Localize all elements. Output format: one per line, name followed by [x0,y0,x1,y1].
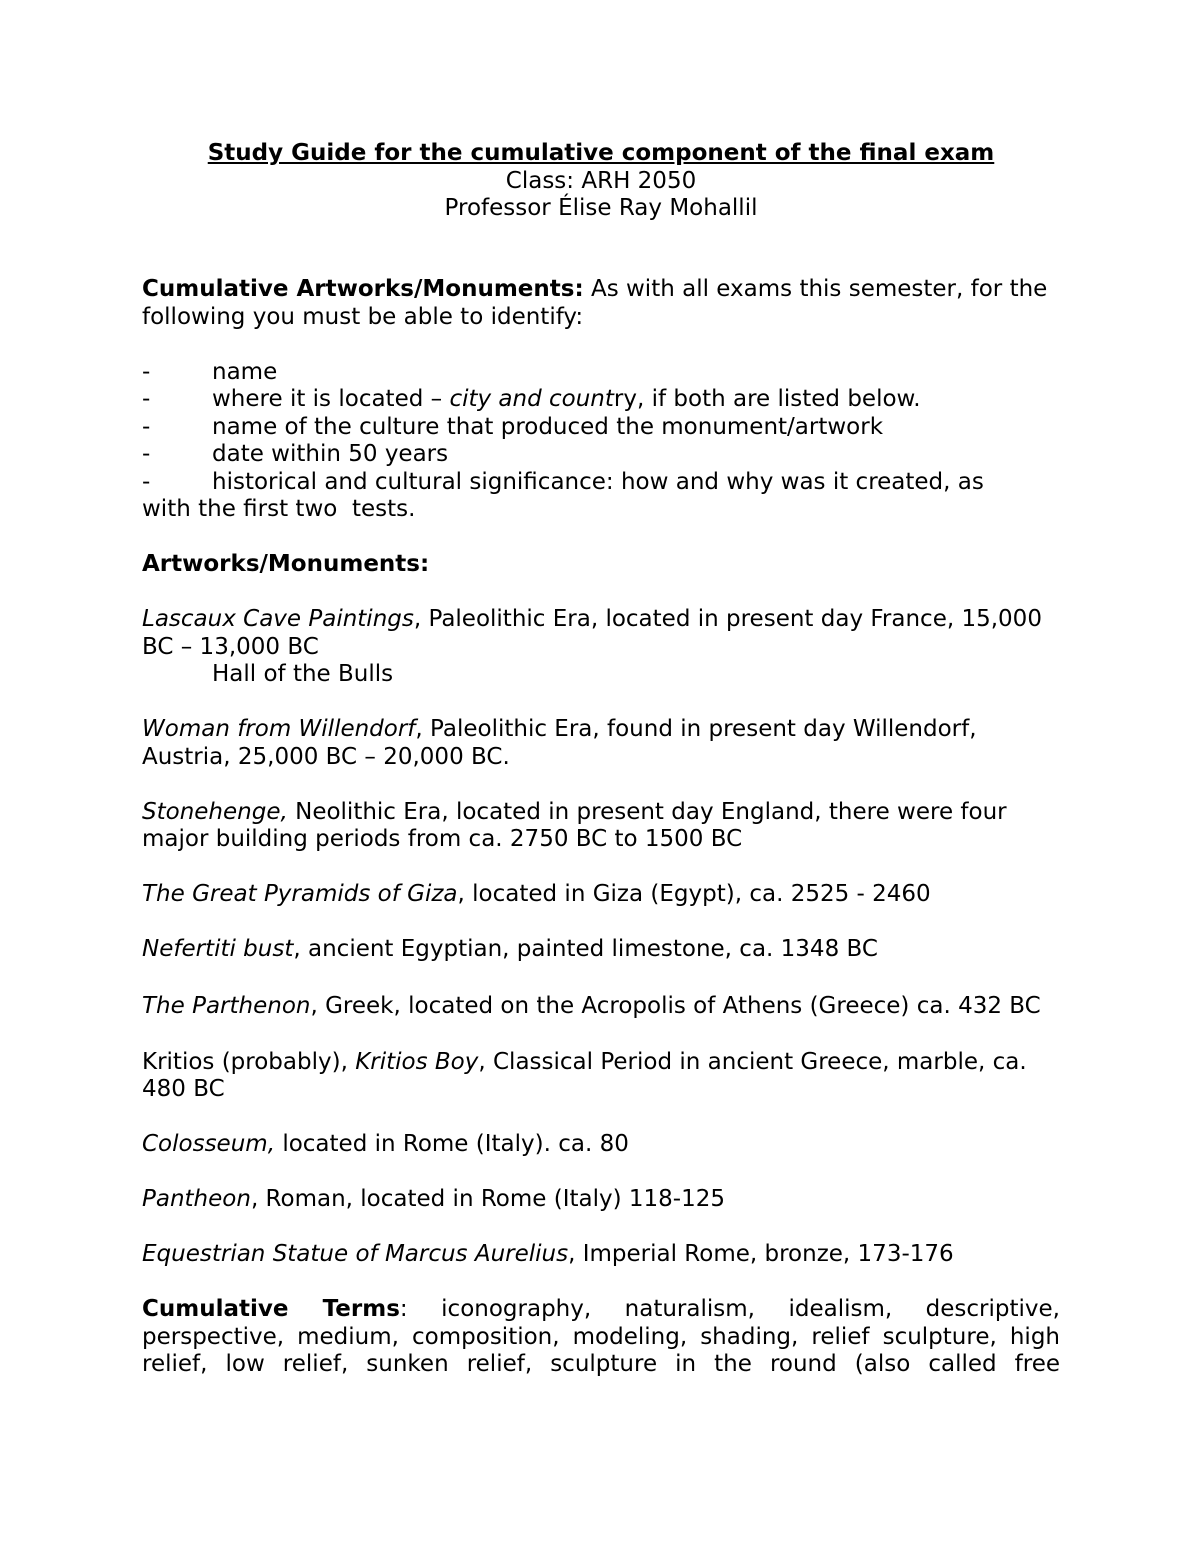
list-item [142,441,1060,469]
artwork-title: Kritios Boy [355,1048,479,1075]
artwork-entry [142,881,1060,909]
page-title: Study Guide for the cumulative component of the final exam [207,140,995,166]
artwork-title: The Great Pyramids of Giza [142,881,458,907]
artwork-artist: Kritios (probably), [142,1048,356,1075]
bullet-dash: - [142,468,151,495]
artwork-title: Colosseum, [142,1131,276,1157]
document-page [142,140,1060,1379]
artwork-title: The Parthenon [142,993,311,1019]
terms-line [142,1296,1060,1324]
list-item-text: name of the culture that produced the monument/artwork [212,413,884,440]
list-item-text [212,386,921,414]
list-continuation: with the first two tests. [142,496,416,522]
list-item-text: historical and cultural significance: how and why was it created, as [212,468,984,495]
artwork-description: , Paleolithic Era, located in present day France, 15,000 BC – 13,000 BC [142,606,1042,660]
bullet-dash: - [142,441,151,467]
list-item [142,386,1060,414]
list-item [142,414,1060,442]
artwork-entry [142,991,1060,1021]
intro-paragraph [142,276,1060,331]
bullet-dash: - [142,358,151,385]
terms-label: Cumulative Terms [142,1296,400,1322]
artwork-title: Nefertiti bust [142,936,294,962]
artwork-entry [142,1186,1060,1214]
artwork-entry [142,799,1060,854]
list-item [142,359,1060,387]
artwork-description: Neolithic Era, located in present day England, there were four major building periods from ca. 2750 BC to 1500 BC [142,798,1007,852]
artwork-subtitle: Hall of the Bulls [212,661,394,687]
artwork-entry [142,1241,1060,1269]
artwork-entry [142,606,1060,661]
bullet-dash: - [142,413,151,440]
list-item-text: date within 50 years [212,441,449,467]
artwork-entry [142,936,1060,964]
artwork-description: , Paleolithic Era, found in present day Willendorf, Austria, 25,000 BC – 20,000 BC. [142,716,977,770]
list-item-text: name [212,358,278,385]
artwork-description: , located in Giza (Egypt), ca. 2525 - 2460 [457,881,931,907]
terms-line: perspective, medium, composition, modeling, shading, relief sculpture, high [142,1323,1060,1350]
requirements-list [142,359,1060,524]
intro-label: Cumulative Artworks/Monuments: [142,276,584,302]
list-item [142,469,1060,497]
terms-line: relief, low relief, sunken relief, sculpture in the round (also called free [142,1351,1060,1377]
artwork-entry [142,1049,1060,1104]
artwork-title: Pantheon [142,1186,251,1212]
artwork-title: Woman from Willendorf [142,716,416,742]
artwork-description: , ancient Egyptian, painted limestone, ca. 1348 BC [293,936,878,962]
artwork-description: , Roman, located in Rome (Italy) 118-125 [250,1186,725,1212]
artwork-entry [142,716,1060,771]
terms-text: : iconography, naturalism, idealism, descriptive, [399,1296,1060,1322]
intro-text: As with all exams this semester, for the following you must be able to identify: [142,276,1048,330]
artwork-description: , Imperial Rome, bronze, 173-176 [568,1241,954,1267]
artwork-entry [142,1131,1060,1159]
artwork-title: Equestrian Statue of Marcus Aurelius [142,1241,569,1267]
artwork-description: , Greek, located on the Acropolis of Athens (Greece) ca. 432 BC [310,993,1041,1019]
professor-line: Professor Élise Ray Mohallil [444,195,758,221]
artwork-title: Lascaux Cave Paintings [142,606,414,632]
list-item-text-part: ry, if both are listed below. [613,386,921,412]
list-item-text-part: where it is located – [212,386,450,412]
artwork-title: Stonehenge, [142,798,288,825]
bullet-dash: - [142,386,151,412]
class-line: Class: ARH 2050 [505,167,697,194]
artwork-description: located in Rome (Italy). ca. 80 [275,1131,629,1157]
terms-paragraph [142,1296,1060,1379]
list-item-emphasis: city and count [449,386,614,412]
artwork-description: , Classical Period in ancient Greece, marble, ca. 480 BC [142,1048,1027,1102]
artworks-heading: Artworks/Monuments: [142,551,430,577]
